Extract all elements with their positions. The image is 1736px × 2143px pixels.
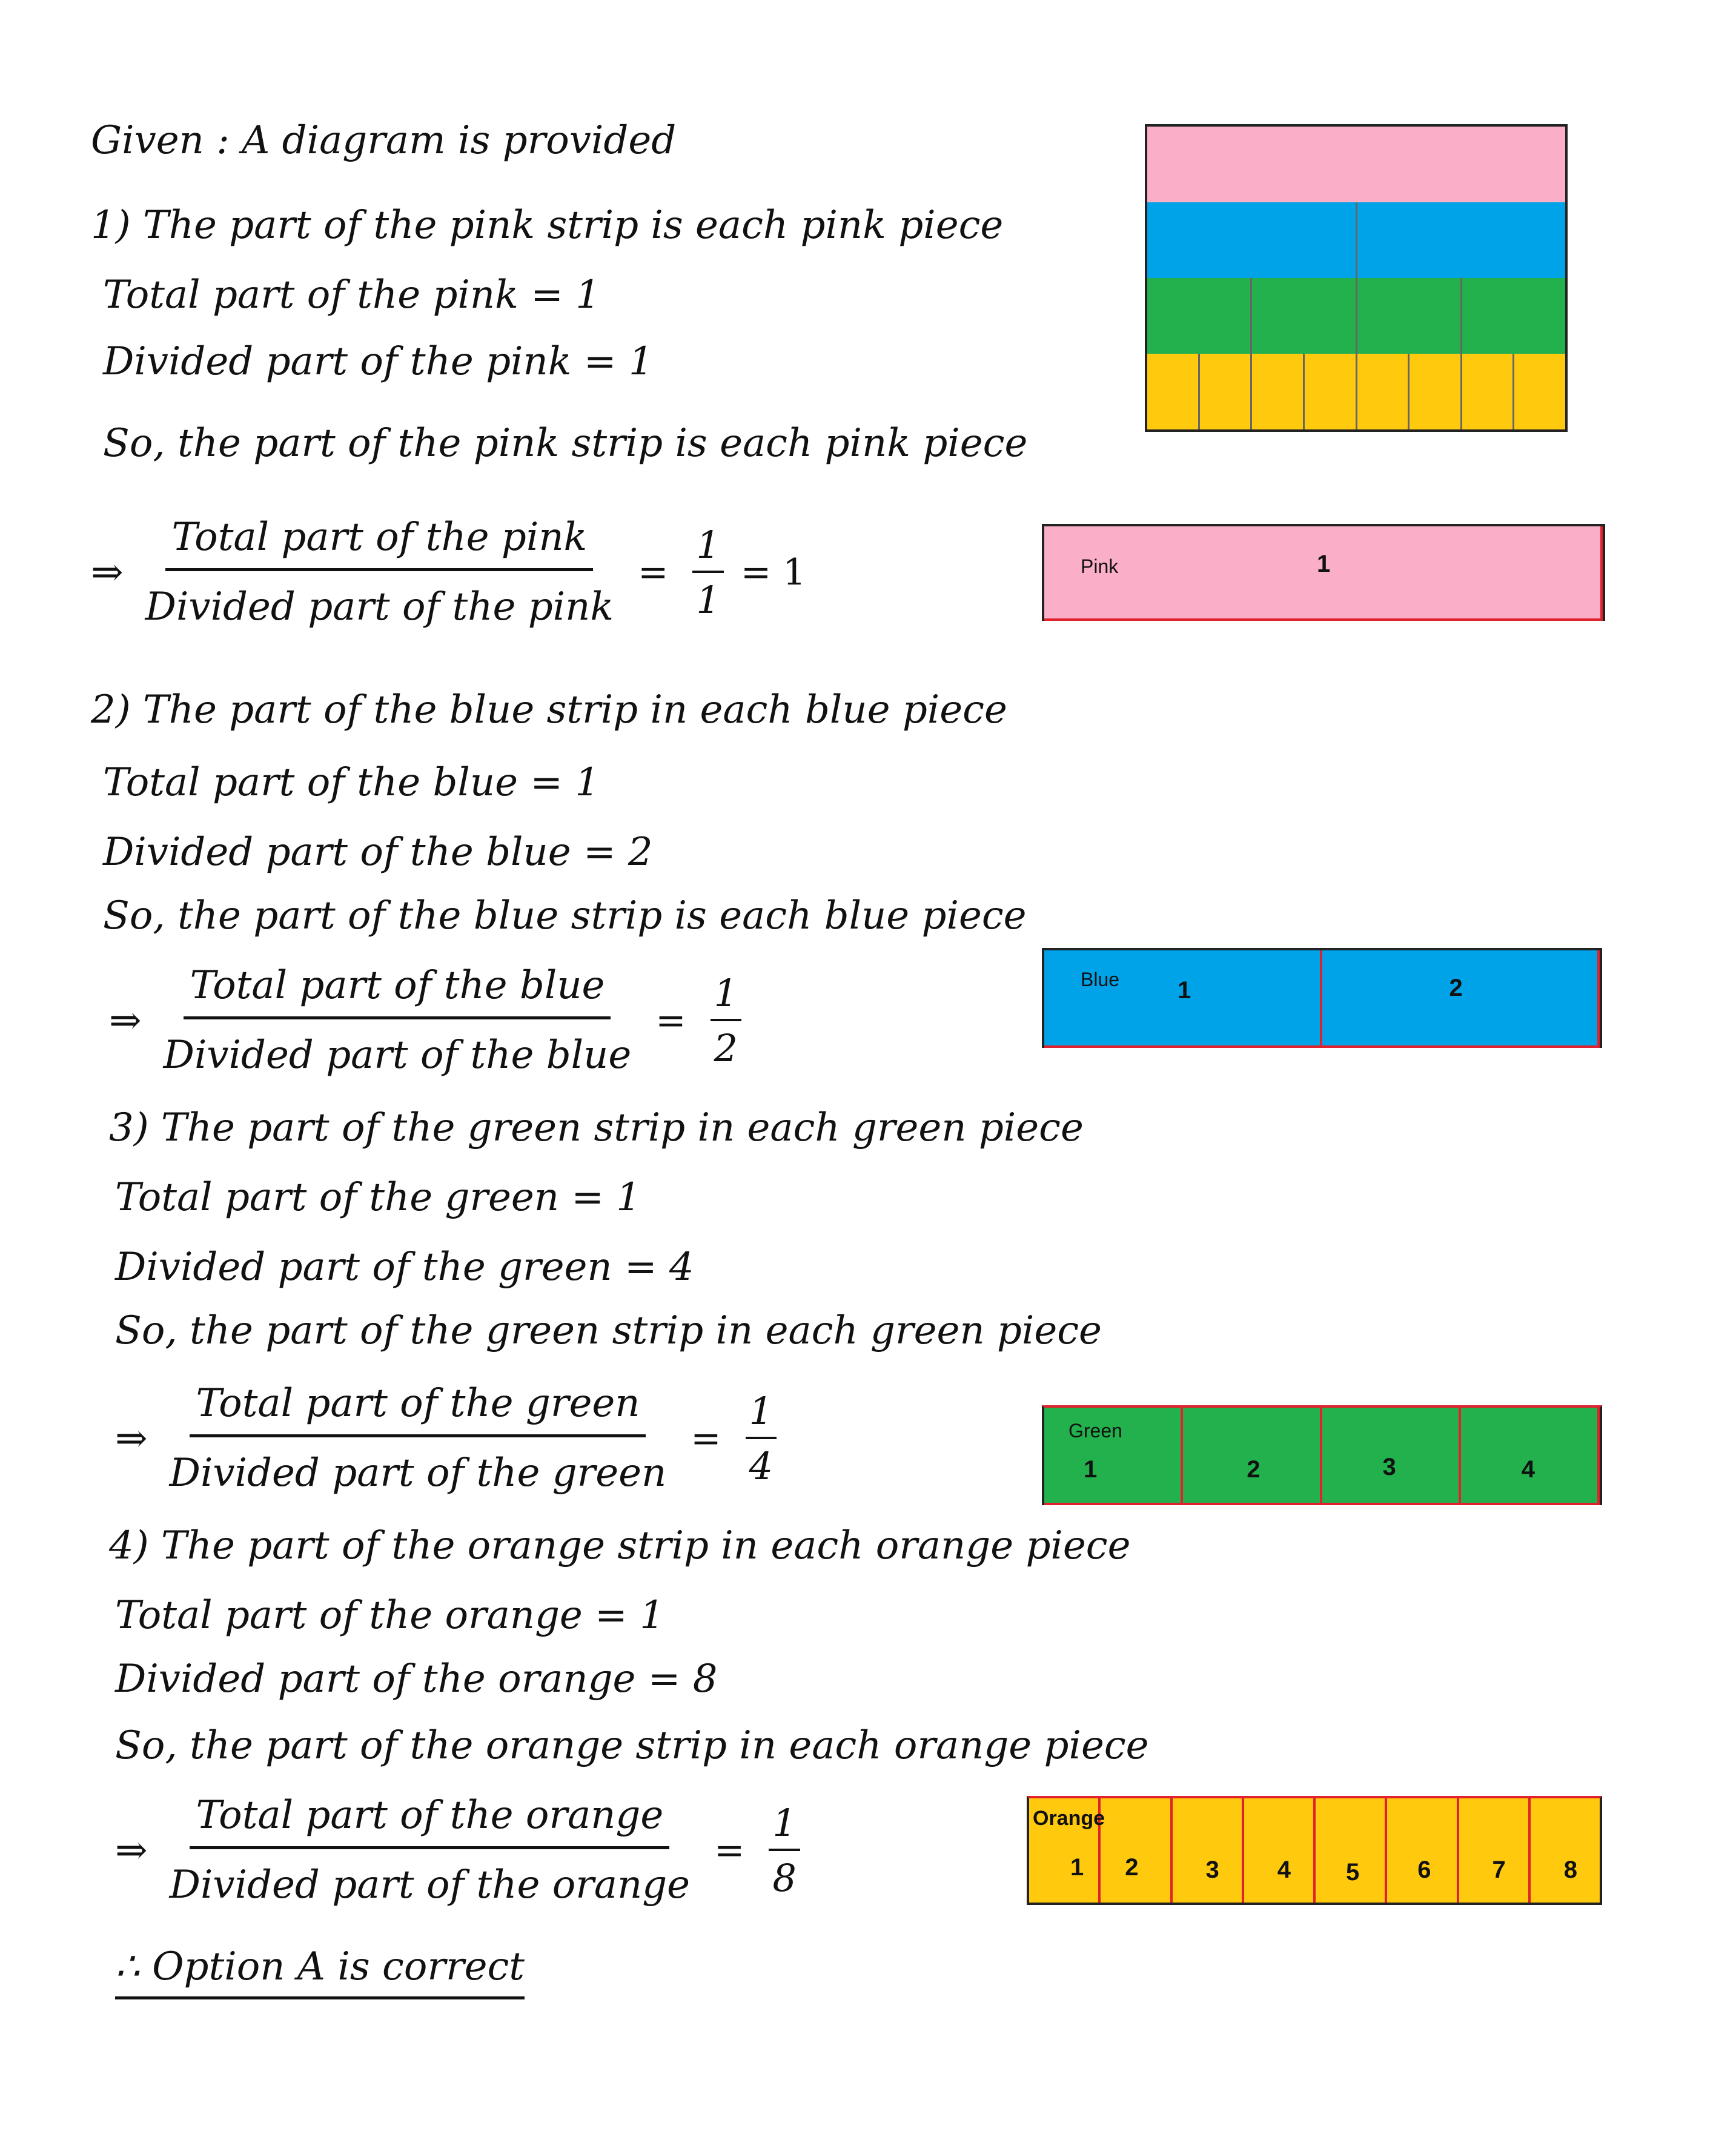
fraction-numerator: Total part of the orange — [190, 1793, 669, 1849]
fraction-denominator: Divided part of the green — [169, 1451, 667, 1495]
green-piece — [1183, 1408, 1322, 1503]
value-numerator: 1 — [692, 523, 723, 573]
piece-number: 4 — [1277, 1856, 1291, 1883]
blue-divided: Divided part of the blue = 2 — [103, 830, 653, 875]
pink-piece — [1147, 127, 1565, 202]
orange-piece — [1316, 1798, 1387, 1903]
orange-piece — [1147, 354, 1200, 429]
fraction-denominator: Divided part of the pink — [145, 585, 614, 629]
green-piece — [1462, 278, 1565, 354]
divider-line — [1044, 618, 1603, 621]
pink-divided: Divided part of the pink = 1 — [103, 339, 654, 384]
orange-piece — [1173, 1798, 1244, 1903]
fraction-strip-diagram — [1145, 124, 1568, 432]
equals-sign: = — [638, 551, 669, 594]
blue-label: Blue — [1081, 969, 1120, 990]
orange-piece — [1101, 1798, 1172, 1903]
piece-number: 1 — [1070, 1854, 1084, 1881]
orange-piece — [1459, 1798, 1531, 1903]
equals-sign: = — [655, 999, 686, 1042]
fraction-numerator: Total part of the pink — [165, 515, 593, 571]
orange-total: Total part of the orange = 1 — [115, 1593, 664, 1638]
value-numerator: 1 — [711, 971, 741, 1021]
pink-so: So, the part of the pink strip is each pink piece — [103, 421, 1028, 466]
green-divided: Divided part of the green = 4 — [115, 1245, 694, 1290]
conclusion — [115, 1944, 525, 1989]
piece-number: 7 — [1492, 1856, 1506, 1883]
piece-number: 2 — [1247, 1456, 1261, 1483]
orange-divided: Divided part of the orange = 8 — [115, 1657, 718, 1701]
green-piece — [1461, 1408, 1600, 1503]
orange-piece — [1357, 354, 1410, 429]
green-so: So, the part of the green strip in each green piece — [115, 1308, 1102, 1353]
fraction-numerator: Total part of the blue — [184, 963, 611, 1019]
pink-row — [1147, 127, 1565, 202]
piece-number: 5 — [1346, 1859, 1360, 1886]
orange-piece — [1514, 354, 1565, 429]
implies-arrow: ⇒ — [109, 998, 142, 1043]
pink-result: = 1 — [740, 551, 806, 594]
green-strip — [1042, 1405, 1602, 1505]
piece-number: 1 — [1317, 551, 1331, 577]
blue-fraction — [109, 963, 741, 1078]
blue-row — [1147, 202, 1565, 278]
implies-arrow: ⇒ — [91, 549, 124, 595]
pink-total: Total part of the pink = 1 — [103, 273, 600, 317]
equals-sign: = — [714, 1829, 745, 1872]
piece-number: 8 — [1563, 1856, 1577, 1883]
orange-piece — [1305, 354, 1357, 429]
implies-arrow: ⇒ — [115, 1416, 148, 1461]
green-piece — [1357, 278, 1462, 354]
piece-number: 2 — [1449, 975, 1463, 1001]
green-piece — [1044, 1408, 1183, 1503]
pink-label: Pink — [1081, 555, 1119, 577]
orange-heading: 4) The part of the orange strip in each orange piece — [109, 1523, 1131, 1568]
green-piece — [1322, 1408, 1461, 1503]
piece-number: 3 — [1205, 1856, 1219, 1883]
green-total: Total part of the green = 1 — [115, 1175, 641, 1220]
orange-piece — [1252, 354, 1305, 429]
blue-piece — [1044, 950, 1322, 1045]
piece-number: 6 — [1417, 1856, 1431, 1883]
fraction-denominator: Divided part of the orange — [169, 1863, 691, 1907]
given-line: Given : A diagram is provided — [91, 118, 677, 163]
blue-piece — [1322, 950, 1600, 1045]
value-numerator: 1 — [746, 1389, 777, 1439]
orange-piece — [1244, 1798, 1316, 1903]
implies-arrow: ⇒ — [115, 1827, 148, 1873]
value-denominator: 2 — [714, 1025, 738, 1070]
piece-number: 1 — [1178, 977, 1191, 1004]
conclusion-text: ∴ Option A is correct — [115, 1944, 525, 1999]
orange-piece — [1200, 354, 1253, 429]
blue-strip — [1042, 948, 1602, 1048]
blue-total: Total part of the blue = 1 — [103, 760, 600, 805]
blue-heading: 2) The part of the blue strip in each blue piece — [91, 687, 1007, 732]
orange-label: Orange — [1033, 1807, 1105, 1830]
green-label: Green — [1068, 1420, 1122, 1442]
pink-heading: 1) The part of the pink strip is each pink piece — [91, 203, 1004, 248]
piece-number: 2 — [1125, 1854, 1139, 1881]
pink-piece — [1044, 526, 1603, 618]
value-denominator: 1 — [696, 577, 720, 622]
orange-so: So, the part of the orange strip in each orange piece — [115, 1723, 1149, 1768]
fraction-numerator: Total part of the green — [190, 1381, 646, 1437]
piece-number: 1 — [1084, 1456, 1098, 1483]
green-piece — [1252, 278, 1357, 354]
orange-strip — [1027, 1796, 1602, 1905]
value-numerator: 1 — [769, 1801, 800, 1851]
orange-piece — [1462, 354, 1515, 429]
divider-line — [1044, 1503, 1600, 1505]
pink-strip — [1042, 524, 1605, 621]
green-row — [1147, 278, 1565, 354]
orange-piece — [1531, 1798, 1600, 1903]
orange-piece — [1387, 1798, 1459, 1903]
fraction-denominator: Divided part of the blue — [163, 1033, 632, 1078]
piece-number: 4 — [1521, 1456, 1535, 1483]
equals-sign: = — [691, 1417, 721, 1460]
orange-row — [1147, 354, 1565, 429]
blue-so: So, the part of the blue strip is each blue piece — [103, 893, 1027, 938]
green-heading: 3) The part of the green strip in each green piece — [109, 1105, 1084, 1150]
orange-piece — [1029, 1798, 1105, 1903]
value-denominator: 8 — [772, 1855, 797, 1900]
green-piece — [1147, 278, 1252, 354]
orange-fraction — [115, 1793, 800, 1907]
divider-line — [1044, 1045, 1600, 1048]
value-denominator: 4 — [749, 1443, 773, 1488]
piece-number: 3 — [1382, 1454, 1396, 1480]
blue-piece — [1147, 202, 1357, 278]
green-fraction — [115, 1381, 777, 1495]
blue-piece — [1357, 202, 1566, 278]
orange-piece — [1410, 354, 1462, 429]
pink-fraction — [91, 515, 806, 629]
